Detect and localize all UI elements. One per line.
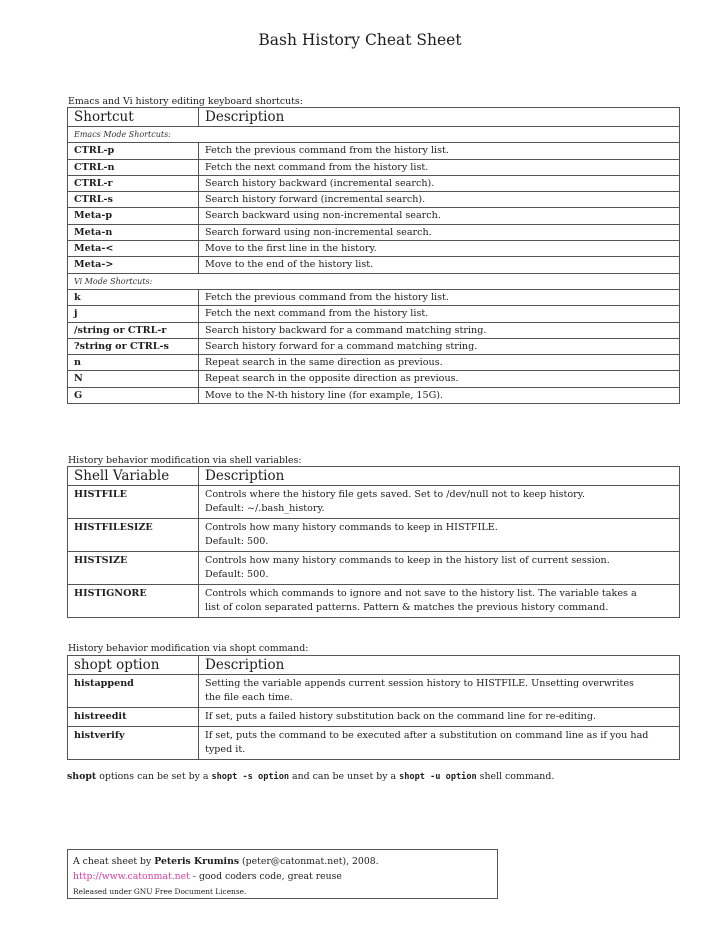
table-row: [68, 675, 680, 708]
row-key: HISTIGNORE: [68, 585, 199, 618]
row-description-text: Fetch the next command from the history list.: [205, 161, 429, 173]
row-description: [199, 519, 680, 552]
table-row: [68, 355, 680, 371]
row-description-text-continued: the file each time.: [205, 692, 293, 703]
row-key: n: [68, 355, 199, 371]
shopt-option-rows: [68, 675, 680, 760]
row-key: Meta-<: [68, 241, 199, 257]
footer-url-link[interactable]: http://www.catonmat.net: [73, 871, 190, 882]
shopt-note: [67, 771, 554, 782]
row-description: [199, 708, 680, 727]
table-row: [68, 552, 680, 585]
footer-author: Peteris Krumins: [154, 856, 240, 867]
row-description-text: Controls how many history commands to keep in HISTFILE.: [205, 522, 498, 533]
row-description: [199, 338, 680, 354]
row-key: histreedit: [68, 708, 199, 727]
row-description-text-continued: typed it.: [205, 744, 246, 755]
table-row: [68, 208, 680, 224]
footer-credit-line: [73, 854, 492, 869]
row-description-text: Controls where the history file gets saved. Set to /dev/null not to keep history.: [205, 489, 585, 500]
row-description-text: Move to the first line in the history.: [205, 243, 377, 255]
footer-credit-prefix: A cheat sheet by: [73, 856, 155, 867]
footer-box: [67, 849, 498, 899]
row-description: [199, 143, 680, 159]
row-description-text: Fetch the previous command from the history list.: [205, 291, 449, 303]
row-key: N: [68, 371, 199, 387]
shell-variable-rows: [68, 486, 680, 618]
table-row: [68, 175, 680, 191]
row-description: [199, 322, 680, 338]
shell-variables-table: [67, 466, 680, 618]
row-description: [199, 175, 680, 191]
table-row: [68, 338, 680, 354]
vi-subheader-row: [68, 273, 680, 289]
row-description: [199, 387, 680, 403]
section2-caption: History behavior modification via shell variables:: [68, 455, 302, 466]
row-description-text: Repeat search in the same direction as previous.: [205, 357, 443, 369]
header-description: Description: [199, 108, 680, 127]
row-key: histappend: [68, 675, 199, 708]
vi-rows: [68, 289, 680, 403]
row-key: j: [68, 306, 199, 322]
table-row: [68, 727, 680, 760]
table-row: [68, 143, 680, 159]
row-description-text: Search backward using non-incremental search.: [205, 210, 441, 222]
note-text-1: options can be set by a: [96, 771, 212, 782]
table-row: [68, 159, 680, 175]
row-description: [199, 355, 680, 371]
table-row: [68, 322, 680, 338]
row-key: HISTFILE: [68, 486, 199, 519]
row-description: [199, 224, 680, 240]
shopt-unset-command: shopt -u option: [399, 772, 477, 782]
row-description: [199, 585, 680, 618]
row-description-text: Fetch the next command from the history list.: [205, 308, 429, 320]
note-text-2: and can be unset by a: [289, 771, 400, 782]
vi-mode-label: Vi Mode Shortcuts:: [68, 273, 680, 289]
row-key: HISTSIZE: [68, 552, 199, 585]
row-description-text-continued: list of colon separated patterns. Pattern & matches the previous history command.: [205, 602, 609, 613]
row-description-text-continued: Default: 500.: [205, 569, 269, 580]
row-description: [199, 675, 680, 708]
row-key: /string or CTRL-r: [68, 322, 199, 338]
table-row: [68, 241, 680, 257]
row-description-text: Setting the variable appends current session history to HISTFILE. Unsetting overwrites: [205, 678, 634, 689]
table-row: [68, 371, 680, 387]
row-description: [199, 552, 680, 585]
table-row: [68, 708, 680, 727]
shopt-set-command: shopt -s option: [211, 772, 290, 782]
row-key: Meta-n: [68, 224, 199, 240]
row-description-text: Move to the N-th history line (for example, 15G).: [205, 389, 444, 401]
table-header-row: [68, 108, 680, 127]
row-description-text: Controls how many history commands to keep in the history list of current session.: [205, 555, 610, 566]
row-key: Meta-p: [68, 208, 199, 224]
footer-credit-suffix: (peter@catonmat.net), 2008.: [239, 856, 379, 867]
row-description-text: Search history forward (incremental search).: [205, 194, 426, 206]
row-description: [199, 371, 680, 387]
row-key: CTRL-n: [68, 159, 199, 175]
table-row: [68, 224, 680, 240]
page-title: Bash History Cheat Sheet: [258, 31, 462, 49]
row-key: G: [68, 387, 199, 403]
table-row: [68, 387, 680, 403]
table-row: [68, 486, 680, 519]
table-header-row: [68, 467, 680, 486]
row-description: [199, 159, 680, 175]
row-key: Meta->: [68, 257, 199, 273]
row-key: ?string or CTRL-s: [68, 338, 199, 354]
row-description-text: If set, puts a failed history substitution back on the command line for re-editing.: [205, 711, 597, 722]
emacs-subheader-row: [68, 127, 680, 143]
header-shortcut: Shortcut: [68, 108, 199, 127]
table-row: [68, 192, 680, 208]
row-description-text: Search forward using non-incremental search.: [205, 226, 432, 238]
row-description: [199, 727, 680, 760]
row-description: [199, 306, 680, 322]
footer-tagline: - good coders code, great reuse: [189, 871, 342, 882]
row-description-text-continued: Default: ~/.bash_history.: [205, 503, 325, 514]
row-description-text: Repeat search in the opposite direction as previous.: [205, 373, 459, 385]
row-description-text: Search history backward for a command matching string.: [205, 324, 487, 336]
table-row: [68, 257, 680, 273]
row-description-text: Move to the end of the history list.: [205, 259, 374, 271]
row-description: [199, 208, 680, 224]
row-description: [199, 486, 680, 519]
header-description: Description: [199, 467, 680, 486]
section3-caption: [68, 643, 308, 654]
shopt-options-table: [67, 655, 680, 760]
table-row: [68, 306, 680, 322]
row-key: k: [68, 289, 199, 305]
row-description: [199, 289, 680, 305]
header-shell-variable: Shell Variable: [68, 467, 199, 486]
row-description-text: Controls which commands to ignore and not save to the history list. The variable takes a: [205, 588, 637, 599]
row-key: CTRL-p: [68, 143, 199, 159]
footer-url-line: [73, 869, 492, 884]
section1-caption: Emacs and Vi history editing keyboard shortcuts:: [68, 96, 303, 107]
footer-license: Released under GNU Free Document License.: [73, 887, 247, 896]
header-shopt-option: shopt option: [68, 656, 199, 675]
table-row: [68, 585, 680, 618]
row-description: [199, 257, 680, 273]
emacs-rows: [68, 143, 680, 273]
note-text-3: shell command.: [476, 771, 555, 782]
row-key: CTRL-s: [68, 192, 199, 208]
row-description: [199, 241, 680, 257]
row-description-text-continued: Default: 500.: [205, 536, 269, 547]
shopt-word: shopt: [67, 771, 97, 782]
row-key: CTRL-r: [68, 175, 199, 191]
row-key: histverify: [68, 727, 199, 760]
row-key: HISTFILESIZE: [68, 519, 199, 552]
row-description: [199, 192, 680, 208]
row-description-text: If set, puts the command to be executed after a substitution on command line as if you had: [205, 730, 649, 741]
table-row: [68, 519, 680, 552]
row-description-text: Search history forward for a command matching string.: [205, 340, 478, 352]
table-header-row: [68, 656, 680, 675]
row-description-text: Search history backward (incremental search).: [205, 177, 435, 189]
shortcuts-table: [67, 107, 680, 404]
row-description-text: Fetch the previous command from the history list.: [205, 145, 449, 157]
emacs-mode-label: Emacs Mode Shortcuts:: [68, 127, 680, 143]
table-row: [68, 289, 680, 305]
header-description: Description: [199, 656, 680, 675]
section3-caption-text: History behavior modification via shopt command:: [68, 643, 309, 654]
